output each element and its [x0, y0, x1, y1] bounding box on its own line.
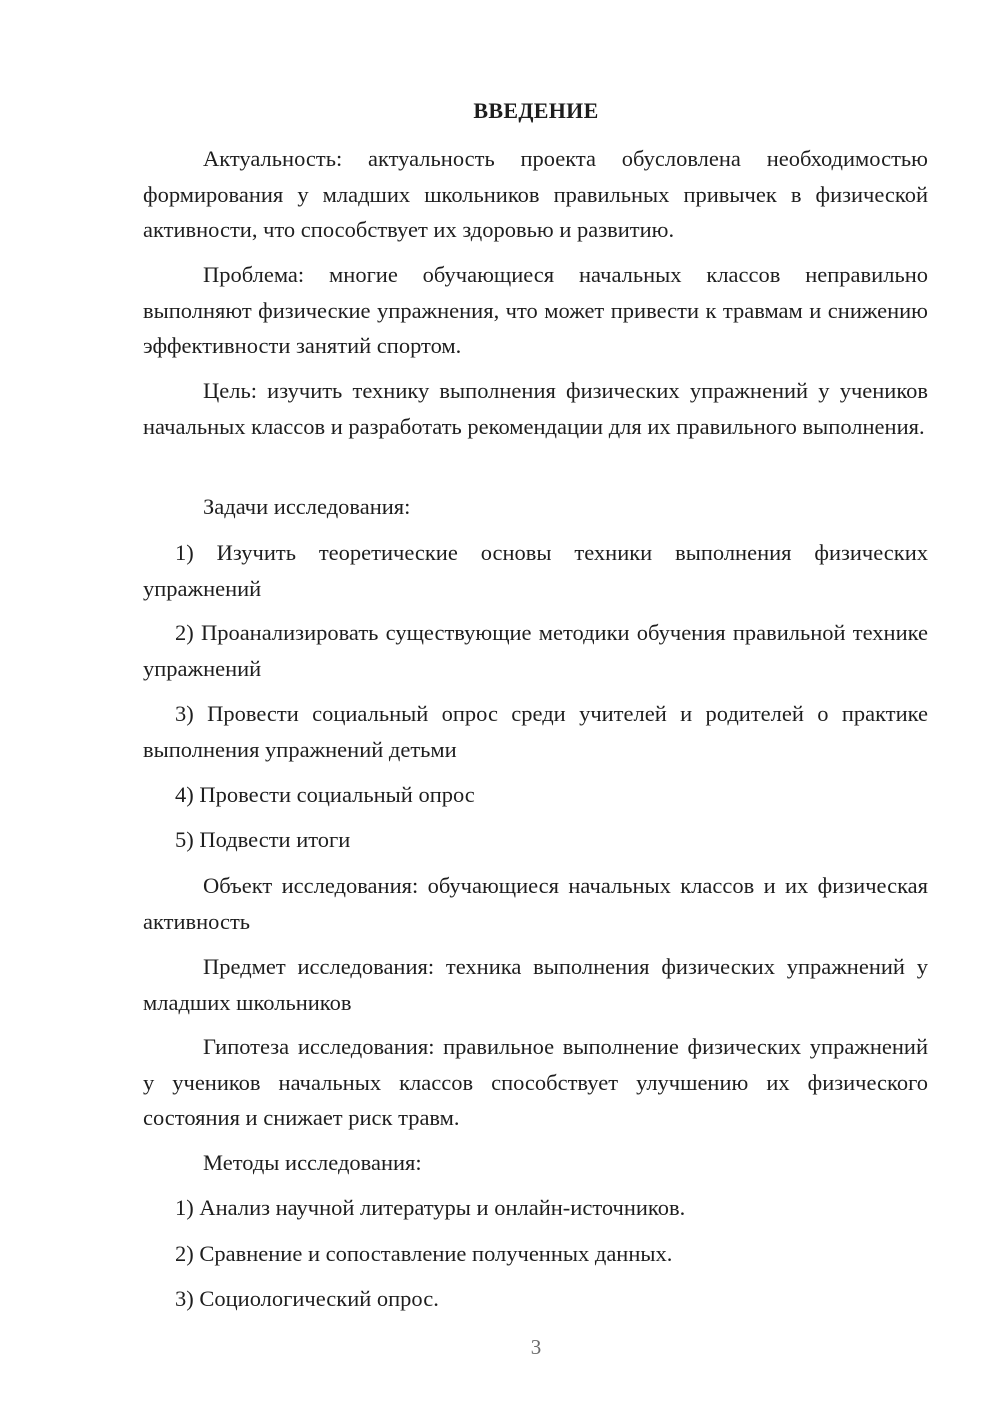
paragraph-relevance: Актуальность: актуальность проекта обусловлена необходимостью формирования у младших школьников правильных привычек в физической активности, что способствует их здоровью и развитию.: [143, 146, 928, 242]
task-item-3: 3) Провести социальный опрос среди учителей и родителей о практике выполнения упражнений детьми: [143, 701, 928, 762]
methods-heading: Методы исследования:: [203, 1150, 422, 1175]
task-item-5: 5) Подвести итоги: [175, 827, 351, 852]
method-item-3: 3) Социологический опрос.: [175, 1286, 439, 1311]
paragraph-goal: Цель: изучить технику выполнения физических упражнений у учеников начальных классов и разработать рекомендации для их правильного выполнения.: [143, 378, 928, 439]
method-item-1: 1) Анализ научной литературы и онлайн-источников.: [175, 1195, 686, 1220]
paragraph-problem: Проблема: многие обучающиеся начальных классов неправильно выполняют физические упражнения, что может привести к травмам и снижению эффективности занятий спортом.: [143, 262, 928, 358]
paragraph-object: Объект исследования: обучающиеся начальных классов и их физическая активность: [143, 873, 928, 934]
section-title: ВВЕДЕНИЕ: [473, 98, 599, 123]
page-number: 3: [530, 1335, 542, 1359]
paragraph-subject: Предмет исследования: техника выполнения физических упражнений у младших школьников: [143, 954, 928, 1015]
task-item-1: 1) Изучить теоретические основы техники выполнения физических упражнений: [143, 540, 928, 601]
method-item-2: 2) Сравнение и сопоставление полученных данных.: [175, 1241, 673, 1266]
tasks-heading: Задачи исследования:: [203, 494, 411, 519]
task-item-4: 4) Провести социальный опрос: [175, 782, 475, 807]
task-item-2: 2) Проанализировать существующие методики обучения правильной технике упражнений: [143, 620, 928, 681]
paragraph-hypothesis: Гипотеза исследования: правильное выполнение физических упражнений у учеников начальных классов способствует улучшению их физического состояния и снижает риск травм.: [143, 1034, 928, 1130]
